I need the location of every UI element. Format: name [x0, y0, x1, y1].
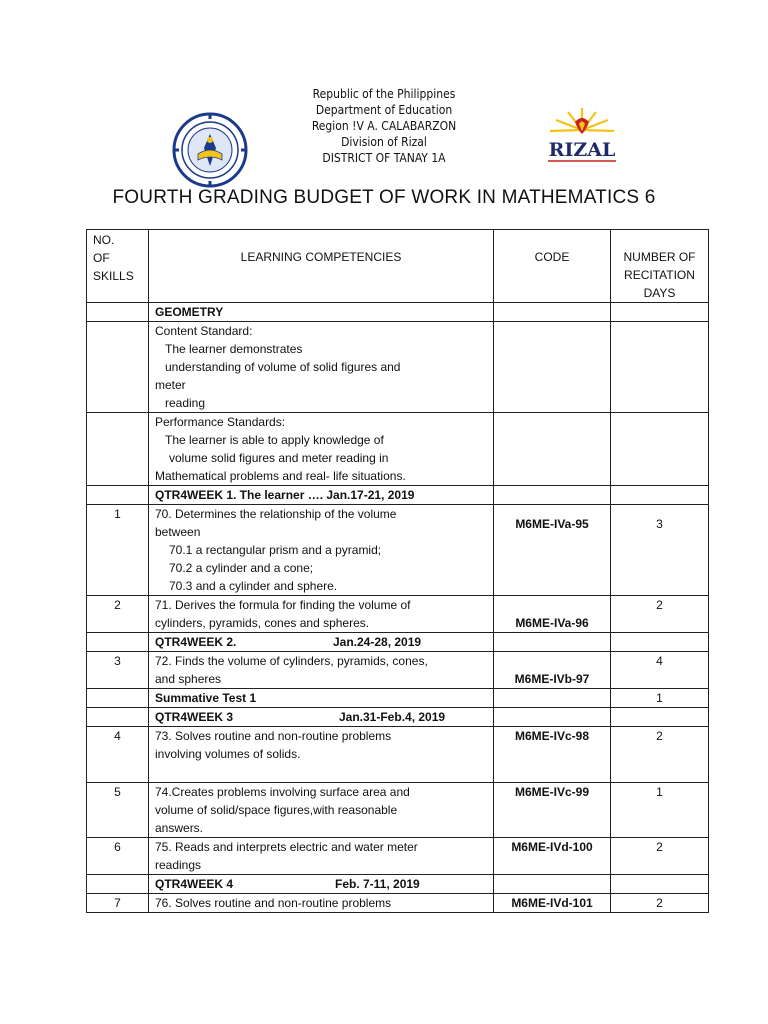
- table-row-summative: [87, 689, 709, 708]
- skill-number: 1: [87, 505, 149, 596]
- skill-number: 4: [87, 727, 149, 783]
- week4-date: Feb. 7-11, 2019: [335, 877, 420, 891]
- header-recitation-days: NUMBER OF RECITATION DAYS: [611, 230, 709, 303]
- table-row-skill-1: [87, 505, 709, 596]
- competency-cell: 70. Determines the relationship of the volume between 70.1 a rectangular prism and a pyramid; 70.2 a cylinder and a cone; 70.3 and a cylinder and sphere.: [149, 505, 494, 596]
- table-header-row: [87, 230, 709, 303]
- competency-cell: 74.Creates problems involving surface area and volume of solid/space figures,with reasonable answers.: [149, 783, 494, 838]
- skill-number: 6: [87, 838, 149, 875]
- header-no-of-skills: NO. OF SKILLS: [87, 230, 149, 303]
- header-line-district: DISTRICT OF TANAY 1A: [322, 151, 446, 165]
- table-row-skill-6: [87, 838, 709, 875]
- competency-cell: 71. Derives the formula for finding the volume of cylinders, pyramids, cones and spheres.: [149, 596, 494, 633]
- recitation-days: 2: [611, 838, 709, 875]
- week3-cell: [149, 708, 494, 727]
- table-row-week2: [87, 633, 709, 652]
- competency-code: M6ME-IVd-101: [494, 894, 611, 913]
- competency-code: M6ME-IVd-100: [494, 838, 611, 875]
- table-row-week4: [87, 875, 709, 894]
- performance-standard-cell: Performance Standards: The learner is able to apply knowledge of volume solid figures and meter reading in Mathematical problems and real- life situations.: [149, 413, 494, 486]
- competency-cell: 75. Reads and interprets electric and water meter readings: [149, 838, 494, 875]
- header-line-department: Department of Education: [315, 103, 453, 117]
- header-learning-competencies: LEARNING COMPETENCIES: [149, 230, 494, 303]
- recitation-days: 2: [611, 727, 709, 783]
- table-row-week3: [87, 708, 709, 727]
- week2-date: Jan.24-28, 2019: [333, 635, 422, 649]
- recitation-days: 2: [611, 894, 709, 913]
- header-line-region: Region !V A. CALABARZON: [311, 119, 457, 133]
- section-geometry: GEOMETRY: [149, 303, 494, 322]
- recitation-days: 2: [611, 596, 709, 633]
- week1-label: QTR4WEEK 1. The learner …. Jan.17-21, 2019: [149, 486, 494, 505]
- table-row-performance-standard: [87, 413, 709, 486]
- summative-days: 1: [611, 689, 709, 708]
- document-title: FOURTH GRADING BUDGET OF WORK IN MATHEMATICS 6: [112, 187, 656, 208]
- content-standard-cell: Content Standard: The learner demonstrates understanding of volume of solid figures and meter reading: [149, 322, 494, 413]
- skill-number: 5: [87, 783, 149, 838]
- competency-code: M6ME-IVc-99: [494, 783, 611, 838]
- header-line-division: Division of Rizal: [341, 135, 427, 149]
- document-header: [0, 86, 768, 166]
- skill-number: 7: [87, 894, 149, 913]
- week3-label: QTR4WEEK 3: [155, 710, 234, 724]
- table-row-week1: [87, 486, 709, 505]
- competency-code: M6ME-IVb-97: [494, 652, 611, 689]
- skill-number: 2: [87, 596, 149, 633]
- summative-test-label: Summative Test 1: [149, 689, 494, 708]
- table-row-skill-2: [87, 596, 709, 633]
- competency-code: M6ME-IVc-98: [494, 727, 611, 783]
- competency-code: M6ME-IVa-96: [494, 596, 611, 633]
- week2-cell: [149, 633, 494, 652]
- week2-label: QTR4WEEK 2.: [155, 635, 237, 649]
- header-code: CODE: [494, 230, 611, 303]
- week4-label: QTR4WEEK 4: [155, 877, 234, 891]
- table-row-skill-5: [87, 783, 709, 838]
- table-row-skill-3: [87, 652, 709, 689]
- week4-cell: [149, 875, 494, 894]
- recitation-days: 1: [611, 783, 709, 838]
- table-row-content-standard: [87, 322, 709, 413]
- competency-cell: 76. Solves routine and non-routine problems: [149, 894, 494, 913]
- budget-of-work-table: [86, 229, 709, 913]
- table-row-skill-4: [87, 727, 709, 783]
- table-row-geometry: [87, 303, 709, 322]
- rizal-logo-text: RIZAL: [548, 139, 616, 161]
- competency-cell: 73. Solves routine and non-routine problems involving volumes of solids.: [149, 727, 494, 783]
- table-row-skill-7: [87, 894, 709, 913]
- header-line-republic: Republic of the Philippines: [312, 87, 456, 101]
- week3-date: Jan.31-Feb.4, 2019: [339, 710, 446, 724]
- recitation-days: 3: [611, 505, 709, 596]
- recitation-days: 4: [611, 652, 709, 689]
- competency-code: M6ME-IVa-95: [494, 505, 611, 596]
- competency-cell: 72. Finds the volume of cylinders, pyramids, cones, and spheres: [149, 652, 494, 689]
- skill-number: 3: [87, 652, 149, 689]
